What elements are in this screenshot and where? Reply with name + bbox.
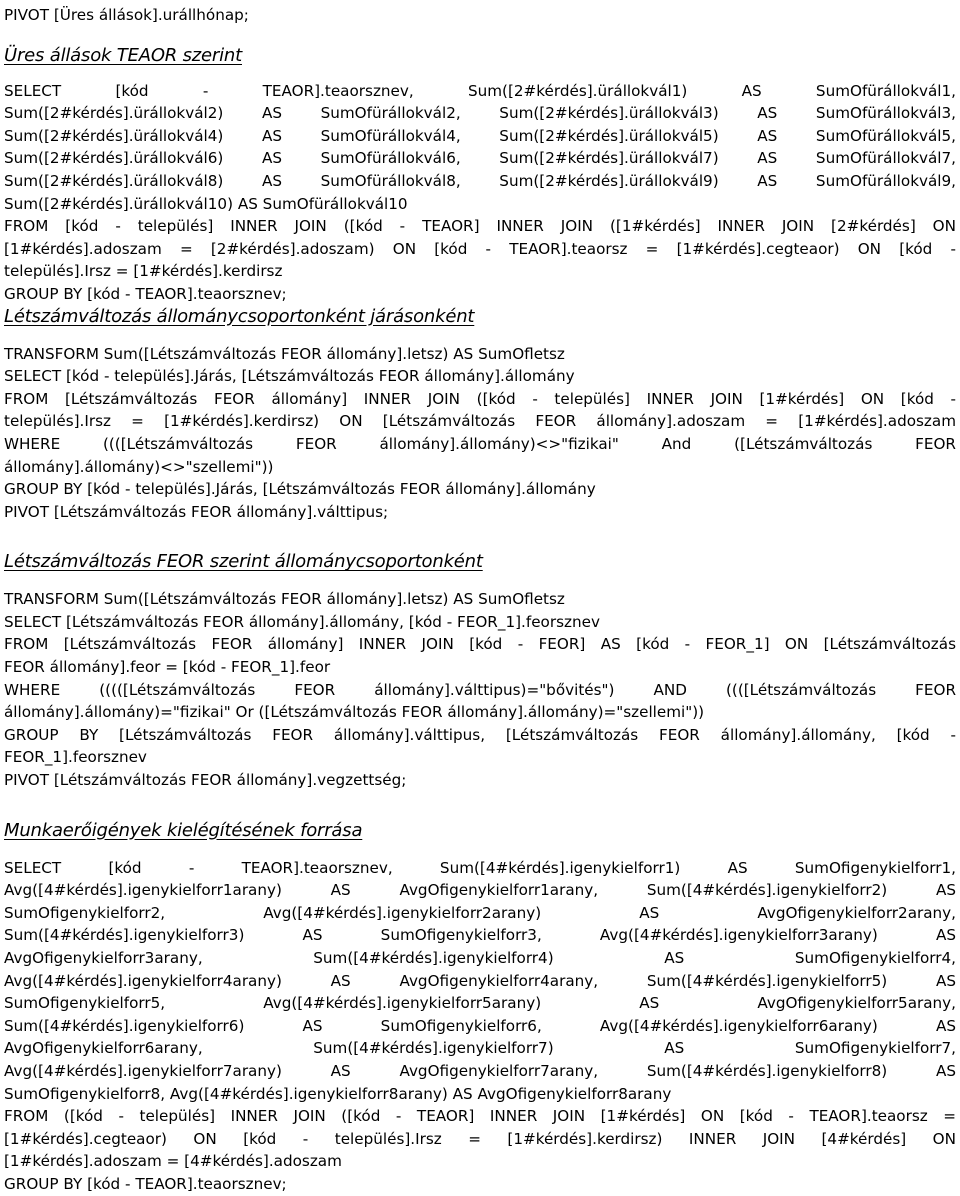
- section-heading: Munkaerőigények kielégítésének forrása: [4, 819, 363, 841]
- sql-line: GROUP BY [kód - TEAOR].teaorsznev;: [4, 1174, 287, 1193]
- sql-line: FROM [Létszámváltozás FEOR állomány] INNER JOIN ([kód - település] INNER JOIN [1#kérdés] ON [kód -: [4, 389, 956, 408]
- section-letszamvaltozas-jarasonkent: [4, 306, 956, 524]
- section-heading: Létszámváltozás FEOR szerint állománycsoportonként: [4, 551, 483, 573]
- sql-line: TRANSFORM Sum([Létszámváltozás FEOR állomány].letsz) AS SumOfletsz: [4, 344, 565, 363]
- sql-line: FROM ([kód - település] INNER JOIN ([kód - TEAOR] INNER JOIN [1#kérdés] ON [kód - TEAOR].teaorsz =: [4, 1107, 956, 1126]
- sql-line: WHERE (((([Létszámváltozás FEOR állomány].válttipus)="bővités") AND ((([Létszámváltozás FEOR: [4, 680, 956, 699]
- sql-line: PIVOT [Létszámváltozás FEOR állomány].vegzettség;: [4, 771, 407, 790]
- sql-line: SELECT [Létszámváltozás FEOR állomány].állomány, [kód - FEOR_1].feorsznev: [4, 612, 600, 631]
- section-letszamvaltozas-feor: [4, 551, 956, 791]
- sql-line: Sum([2#kérdés].ürállokvál4) AS SumOfürállokvál4, Sum([2#kérdés].ürállokvál5) AS SumOfürállokvál5,: [4, 126, 956, 145]
- section-heading: Üres állások TEAOR szerint: [4, 44, 242, 66]
- sql-line: [1#kérdés].cegteaor) ON [kód - település].Irsz = [1#kérdés].kerdirsz) INNER JOIN [4#kérdés] ON: [4, 1129, 956, 1148]
- sql-line: FROM [kód - település] INNER JOIN ([kód - TEAOR] INNER JOIN ([1#kérdés] INNER JOIN [2#kérdés] ON: [4, 217, 956, 236]
- sql-line: SELECT [kód - település].Járás, [Létszámváltozás FEOR állomány].állomány: [4, 367, 575, 386]
- sql-line: AvgOfigenykielforr6arany, Sum([4#kérdés].igenykielforr7) AS SumOfigenykielforr7,: [4, 1039, 956, 1058]
- sql-line: Sum([2#kérdés].ürállokvál2) AS SumOfürállokvál2, Sum([2#kérdés].ürállokvál3) AS SumOfürállokvál3,: [4, 104, 956, 123]
- sql-line: település].Irsz = [1#kérdés].kerdirsz) ON [Létszámváltozás FEOR állomány].adoszam = [1#kérdés].adoszam: [4, 412, 956, 431]
- sql-line: GROUP BY [kód - település].Járás, [Létszámváltozás FEOR állomány].állomány: [4, 480, 596, 499]
- sql-line: Sum([2#kérdés].ürállokvál6) AS SumOfürállokvál6, Sum([2#kérdés].ürállokvál7) AS SumOfürállokvál7,: [4, 149, 956, 168]
- section-heading: Létszámváltozás állománycsoportonként járásonként: [4, 305, 475, 327]
- sql-line: [1#kérdés].adoszam = [4#kérdés].adoszam: [4, 1152, 342, 1171]
- sql-line: SumOfigenykielforr8, Avg([4#kérdés].igenykielforr8arany) AS AvgOfigenykielforr8arany: [4, 1084, 672, 1103]
- sql-line: SumOfigenykielforr5, Avg([4#kérdés].igenykielforr5arany) AS AvgOfigenykielforr5arany,: [4, 994, 956, 1013]
- sql-line: PIVOT [Üres állások].urállhónap;: [4, 6, 249, 24]
- sql-line: Sum([2#kérdés].ürállokvál8) AS SumOfürállokvál8, Sum([2#kérdés].ürállokvál9) AS SumOfürállokvál9,: [4, 171, 956, 190]
- sql-line: SumOfigenykielforr2, Avg([4#kérdés].igenykielforr2arany) AS AvgOfigenykielforr2arany,: [4, 903, 956, 922]
- sql-line: PIVOT [Létszámváltozás FEOR állomány].válttipus;: [4, 502, 389, 521]
- sql-line: GROUP BY [Létszámváltozás FEOR állomány].válttipus, [Létszámváltozás FEOR állomány].állomány, [kód -: [4, 725, 956, 744]
- section-pivot-urallhonap: [4, 4, 956, 27]
- document: [4, 4, 956, 1196]
- sql-line: Sum([4#kérdés].igenykielforr3) AS SumOfigenykielforr3, Avg([4#kérdés].igenykielforr3arany) AS: [4, 926, 956, 945]
- sql-line: SELECT [kód - TEAOR].teaorsznev, Sum([4#kérdés].igenykielforr1) AS SumOfigenykielforr1,: [4, 858, 956, 877]
- sql-line: állomány].állomány)="fizikai" Or ([Létszámváltozás FEOR állomány].állomány)="szellemi")): [4, 703, 705, 722]
- sql-line: állomány].állomány)<>"szellemi")): [4, 457, 274, 476]
- sql-line: FEOR_1].feorsznev: [4, 748, 147, 767]
- sql-line: Sum([4#kérdés].igenykielforr6) AS SumOfigenykielforr6, Avg([4#kérdés].igenykielforr6arany) AS: [4, 1016, 956, 1035]
- sql-line: SELECT [kód - TEAOR].teaorsznev, Sum([2#kérdés].ürállokvál1) AS SumOfürállokvál1,: [4, 81, 956, 100]
- sql-line: település].Irsz = [1#kérdés].kerdirsz: [4, 262, 283, 281]
- sql-line: Sum([2#kérdés].ürállokvál10) AS SumOfürállokvál10: [4, 194, 408, 213]
- sql-line: FEOR állomány].feor = [kód - FEOR_1].feor: [4, 658, 331, 677]
- sql-line: GROUP BY [kód - TEAOR].teaorsznev;: [4, 284, 287, 303]
- sql-line: FROM [Létszámváltozás FEOR állomány] INNER JOIN [kód - FEOR] AS [kód - FEOR_1] ON [Létszámváltozás: [4, 635, 956, 654]
- section-munkaeroigenyek: [4, 820, 956, 1196]
- sql-line: WHERE ((([Létszámváltozás FEOR állomány].állomány)<>"fizikai" And ([Létszámváltozás FEOR: [4, 434, 956, 453]
- sql-line: Avg([4#kérdés].igenykielforr7arany) AS AvgOfigenykielforr7arany, Sum([4#kérdés].igenykielforr8) AS: [4, 1061, 956, 1080]
- sql-line: TRANSFORM Sum([Létszámváltozás FEOR állomány].letsz) AS SumOfletsz: [4, 590, 565, 609]
- sql-line: Avg([4#kérdés].igenykielforr4arany) AS AvgOfigenykielforr4arany, Sum([4#kérdés].igenykielforr5) AS: [4, 971, 956, 990]
- sql-line: [1#kérdés].adoszam = [2#kérdés].adoszam) ON [kód - TEAOR].teaorsz = [1#kérdés].cegteaor) ON [kód -: [4, 239, 956, 258]
- section-ures-allasok-teaor: [4, 45, 956, 306]
- sql-line: Avg([4#kérdés].igenykielforr1arany) AS AvgOfigenykielforr1arany, Sum([4#kérdés].igenykielforr2) AS: [4, 881, 956, 900]
- sql-line: AvgOfigenykielforr3arany, Sum([4#kérdés].igenykielforr4) AS SumOfigenykielforr4,: [4, 949, 956, 967]
